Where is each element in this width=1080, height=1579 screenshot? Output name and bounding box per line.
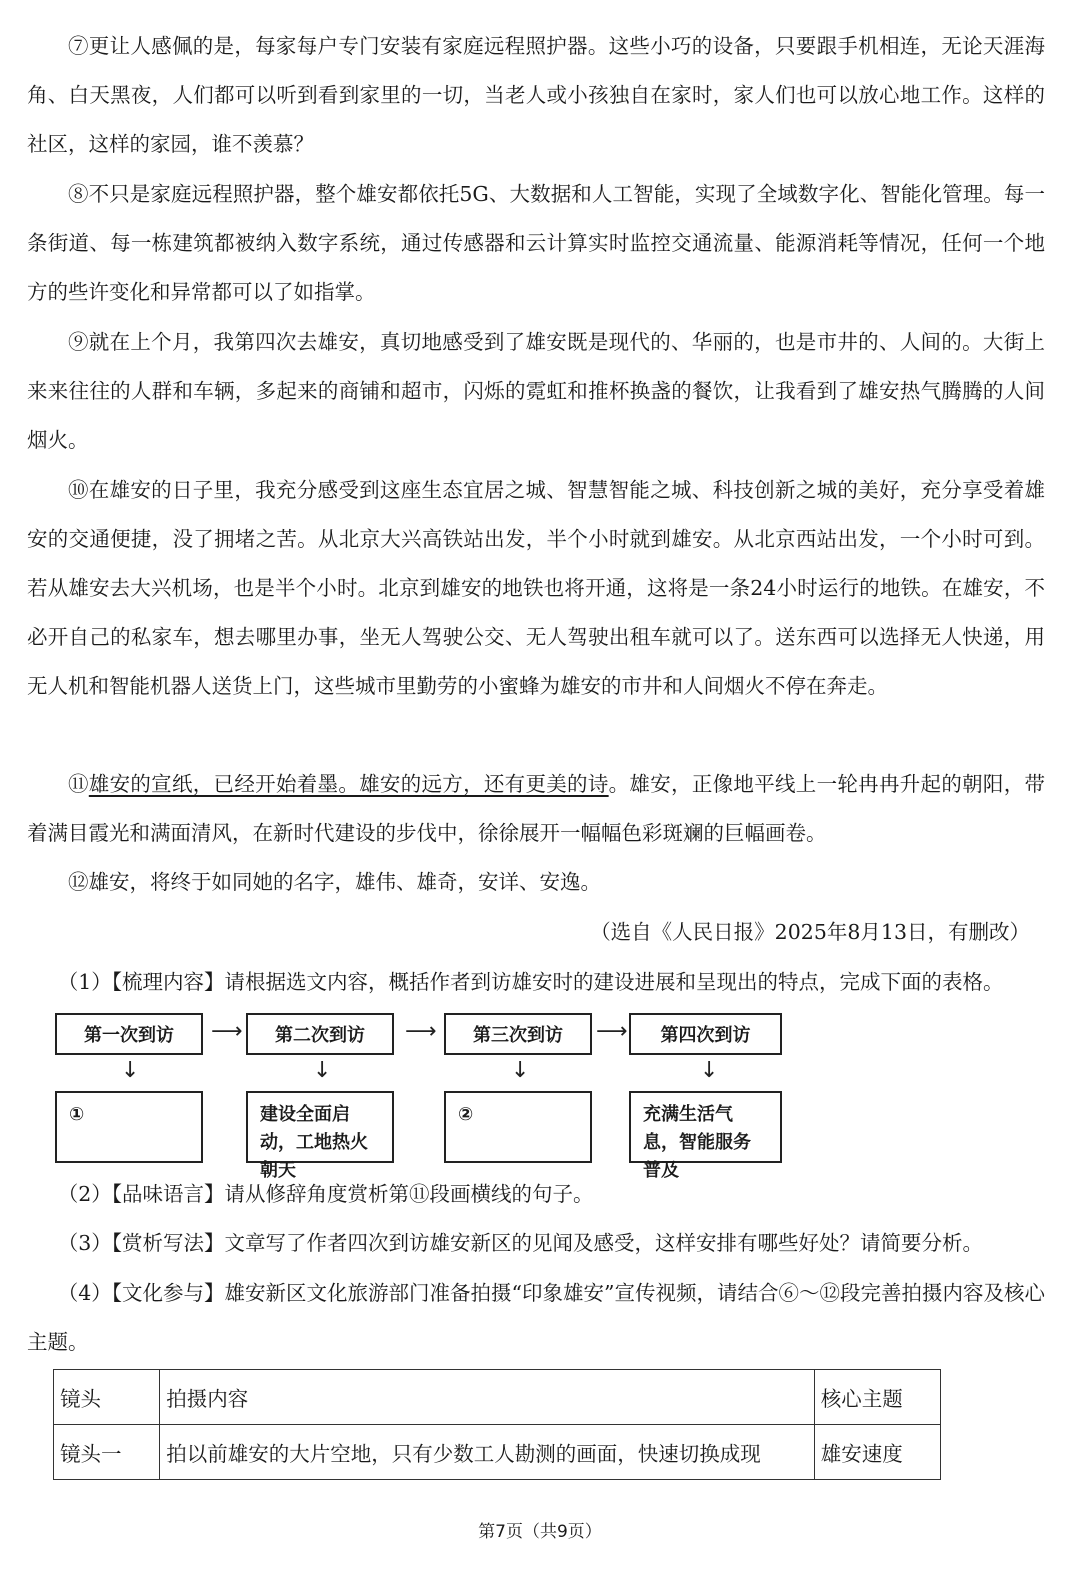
down-arrow-icon: ↓ [121,1058,140,1083]
question-3: （3）【赏析写法】文章写了作者四次到访雄安新区的见闻及感受，这样安排有哪些好处？请简要分析。 [57,1231,984,1255]
paragraph-7: ⑦更让人感佩的是，每家每户专门安装有家庭远程照护器。这些小巧的设备，只要跟手机相连，无论天涯海角、白天黑夜，人们都可以听到看到家里的一切，当老人或小孩独自在家时，家人们也可以放心地工作。这样的社区，这样的家园，谁不羡慕？ [27,34,1045,156]
visit-4-box: 第四次到访 [629,1013,782,1055]
paragraph-9: ⑨就在上个月，我第四次去雄安，真切地感受到了雄安既是现代的、华丽的，也是市井的、人间的。大街上来来往往的人群和车辆，多起来的商铺和超市，闪烁的霓虹和推杯换盏的餐饮，让我看到了雄安热气腾腾的人间烟火。 [27,330,1045,452]
down-arrow-icon: ↓ [511,1058,530,1083]
cell-content: 拍以前雄安的大片空地，只有少数工人勘测的画面，快速切换成现 [160,1425,814,1480]
paragraph-10: ⑩在雄安的日子里，我充分感受到这座生态宜居之城、智慧智能之城、科技创新之城的美好，充分享受着雄安的交通便捷，没了拥堵之苦。从北京大兴高铁站出发，半个小时就到雄安。从北京西站出发，一个小时可到。若从雄安去大兴机场，也是半个小时。北京到雄安的地铁也将开通，这将是一条24小时运行的地铁。在雄安，不必开自己的私家车，想去哪里办事，坐无人驾驶公交、无人驾驶出租车就可以了。送东西可以选择无人快递，用无人机和智能机器人送货上门，这些城市里勤劳的小蜜蜂为雄安的市井和人间烟火不停在奔走。 [27,478,1045,698]
table-row [54,1425,941,1480]
paragraph-11-rest: 。雄安，正像地平线上一轮冉冉升起的朝阳，带着满目霞光和满面清风，在新时代建设的步伐中，徐徐展开一幅幅色彩斑斓的巨幅画卷。 [27,772,1046,845]
visit-3-box: 第三次到访 [444,1013,592,1055]
header-theme: 核心主题 [814,1370,940,1425]
paragraph-8: ⑧不只是家庭远程照护器，整个雄安都依托5G、大数据和人工智能，实现了全域数字化、智能化管理。每一条街道、每一栋建筑都被纳入数字系统，通过传感器和云计算实时监控交通流量、能源消耗等情况，任何一个地方的些许变化和异常都可以了如指掌。 [27,182,1045,304]
answer-blank-1[interactable]: ① [55,1091,203,1163]
table-header-row [54,1370,941,1425]
source-citation: （选自《人民日报》2025年8月13日，有删改） [590,920,1030,944]
underlined-sentence: 雄安的宣纸，已经开始着墨。雄安的远方，还有更美的诗 [88,772,609,796]
down-arrow-icon: ↓ [700,1058,719,1083]
answer-box-2: 建设全面启动，工地热火朝天 [246,1091,394,1163]
paragraph-11-number: ⑪ [68,772,89,796]
cell-theme: 雄安速度 [814,1425,940,1480]
visit-2-box: 第二次到访 [246,1013,394,1055]
header-content: 拍摄内容 [160,1370,814,1425]
shoot-plan-table [53,1369,941,1480]
question-2: （2）【品味语言】请从修辞角度赏析第⑪段画横线的句子。 [57,1182,594,1206]
page-footer: 第7页（共9页） [478,1522,602,1542]
paragraph-11 [27,760,1045,858]
answer-box-4: 充满生活气息，智能服务普及 [629,1091,782,1163]
paragraph-12: ⑫雄安，将终于如同她的名字，雄伟、雄奇，安详、安逸。 [68,870,601,894]
right-arrow-icon: ⟶ [405,1019,437,1044]
cell-shot: 镜头一 [54,1425,160,1480]
answer-blank-2[interactable]: ② [444,1091,592,1163]
right-arrow-icon: ⟶ [596,1019,628,1044]
right-arrow-icon: ⟶ [211,1019,243,1044]
question-1: （1）【梳理内容】请根据选文内容，概括作者到访雄安时的建设进展和呈现出的特点，完成下面的表格。 [57,970,1004,994]
header-shot: 镜头 [54,1370,160,1425]
visit-1-box: 第一次到访 [55,1013,203,1055]
question-4: （4）【文化参与】雄安新区文化旅游部门准备拍摄“印象雄安”宣传视频，请结合⑥～⑫段完善拍摄内容及核心主题。 [27,1281,1046,1354]
down-arrow-icon: ↓ [313,1058,332,1083]
